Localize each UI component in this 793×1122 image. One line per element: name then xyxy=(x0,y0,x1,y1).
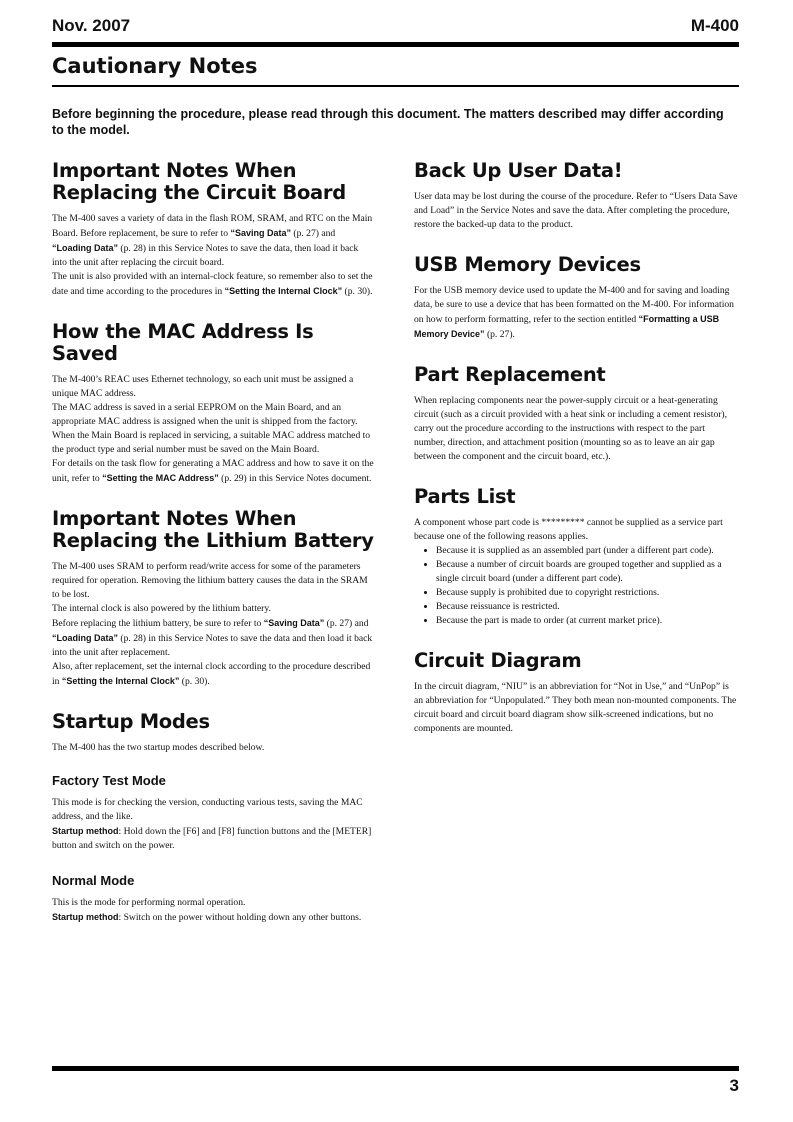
backup-paragraph-1: User data may be lost during the course of the procedure. Refer to “Users Data Save and Load” in the Service Notes and save the data. After completing the procedure, restore the backed-up data to the product. xyxy=(414,191,738,230)
list-item: • Because supply is prohibited due to copyright restrictions. xyxy=(436,586,738,600)
factory-mode-heading: Factory Test Mode xyxy=(52,773,166,788)
battery-paragraph-3 xyxy=(52,616,374,660)
ref-saving-data: “Saving Data” xyxy=(263,618,325,628)
factory-mode-paragraph-1: This mode is for checking the version, conducting various tests, saving the MAC address, and the like. xyxy=(52,797,363,822)
mac-heading: How the MAC Address Is Saved xyxy=(52,320,314,365)
battery-paragraph-1: The M-400 uses SRAM to perform read/write access for some of the parameters required for operation. Removing the lithium battery causes the data in the SRAM to be lost. xyxy=(52,561,368,600)
ref-formatting-usb: “Formatting a USB Memory Device” xyxy=(414,314,720,339)
text: : Switch on the power without holding down any other buttons. xyxy=(118,912,362,923)
startup-method-label: Startup method xyxy=(52,826,119,836)
intro-text: Before beginning the procedure, please read through this document. The matters described may differ according to the model. xyxy=(52,107,724,137)
ref-setting-clock: “Setting the Internal Clock” xyxy=(61,676,180,686)
mac-paragraph-2: The MAC address is saved in a serial EEPROM on the Main Board, and an appropriate MAC address is assigned when the unit is shipped from the factory. xyxy=(52,402,358,427)
parts-list-heading: Parts List xyxy=(414,485,516,508)
right-column xyxy=(414,160,738,736)
normal-mode-paragraph-1: This is the mode for performing normal operation. xyxy=(52,897,246,908)
circuit-diagram-heading: Circuit Diagram xyxy=(414,649,582,672)
left-column xyxy=(52,160,374,925)
header-rule xyxy=(52,42,739,47)
list-item: • Because reissuance is restricted. xyxy=(436,600,738,614)
startup-heading: Startup Modes xyxy=(52,710,210,733)
list-item: • Because it is supplied as an assembled part (under a different part code). xyxy=(436,544,738,558)
page-title: Cautionary Notes xyxy=(52,54,258,78)
title-rule xyxy=(52,85,739,87)
normal-mode-heading: Normal Mode xyxy=(52,873,135,888)
section-mac-address xyxy=(52,321,374,486)
battery-heading: Important Notes When Replacing the Lithium Battery xyxy=(52,507,374,552)
header-date: Nov. 2007 xyxy=(52,16,131,35)
text: (p. 28) in this Service Notes to save the data and then load it back into the unit after replacement. xyxy=(52,633,373,658)
ref-setting-clock: “Setting the Internal Clock” xyxy=(224,286,343,296)
text: (p. 30). xyxy=(342,286,373,297)
text: (p. 28) in this Service Notes to save the data, then load it back into the unit after replacing the circuit board. xyxy=(52,243,359,268)
text: (p. 27) and xyxy=(324,618,369,629)
mac-paragraph-1: The M-400’s REAC uses Ethernet technology, so each unit must be assigned a unique MAC address. xyxy=(52,374,354,399)
usb-paragraph-1 xyxy=(414,284,738,342)
ref-loading-data: “Loading Data” xyxy=(52,633,119,643)
circuit-board-paragraph-1 xyxy=(52,212,374,270)
circuit-diagram-paragraph-1: In the circuit diagram, “NIU” is an abbreviation for “Not in Use,” and “UnPop” is an abbreviation for “Unpopulated.” They both mean non-mounted components. The circuit board and circuit board diagram show silk-screened indications, but no components are mounted. xyxy=(414,681,737,734)
section-part-replacement xyxy=(414,364,738,464)
section-circuit-board xyxy=(52,160,374,299)
startup-paragraph-1: The M-400 has the two startup modes described below. xyxy=(52,742,265,753)
part-replacement-paragraph-1: When replacing components near the power-supply circuit or a heat-generating circuit (such as a circuit provided with a heat sink or including a cement resistor), carry out the procedure according to the instructions with respect to the part number, direction, and attachment position (mounting so as to leave an air gap between the component and the circuit board, etc.). xyxy=(414,395,728,462)
ref-saving-data: “Saving Data” xyxy=(230,228,291,238)
ref-loading-data: “Loading Data” xyxy=(52,243,119,253)
list-item: • Because a number of circuit boards are grouped together and supplied as a single circuit board (under a different part code). xyxy=(436,558,738,586)
battery-paragraph-4 xyxy=(52,660,374,689)
factory-test-mode xyxy=(52,773,374,853)
factory-mode-paragraph-2 xyxy=(52,824,374,853)
normal-mode xyxy=(52,873,374,925)
section-circuit-diagram xyxy=(414,650,738,736)
circuit-board-heading: Important Notes When Replacing the Circuit Board xyxy=(52,159,346,204)
text: (p. 27). xyxy=(484,329,515,340)
text: The unit is also provided with an internal-clock feature, so remember also to set the date and time according to the procedures in xyxy=(52,271,373,297)
text: (p. 30). xyxy=(179,676,210,687)
text: (p. 29) in this Service Notes document. xyxy=(218,473,372,484)
section-parts-list xyxy=(414,486,738,628)
text: Also, after replacement, set the internal clock according to the procedure described in xyxy=(52,661,371,687)
footer-rule xyxy=(52,1066,739,1071)
ref-setting-mac: “Setting the MAC Address” xyxy=(102,473,219,483)
page-number: 3 xyxy=(729,1076,739,1095)
part-replacement-heading: Part Replacement xyxy=(414,363,606,386)
text: For details on the task flow for generating a MAC address and how to save it on the unit, refer to xyxy=(52,458,374,484)
startup-method-label: Startup method xyxy=(52,912,119,922)
battery-paragraph-2: The internal clock is also powered by the lithium battery. xyxy=(52,603,271,614)
mac-paragraph-3: When the Main Board is replaced in servicing, a suitable MAC address matched to the product type and serial number must be saved on the Main Board. xyxy=(52,430,371,455)
list-item: • Because the part is made to order (at current market price). xyxy=(436,614,738,628)
backup-heading: Back Up User Data! xyxy=(414,159,623,182)
normal-mode-paragraph-2 xyxy=(52,910,374,925)
text: Before replacing the lithium battery, be sure to refer to xyxy=(52,618,264,629)
mac-paragraph-4 xyxy=(52,457,374,486)
section-backup xyxy=(414,160,738,232)
text: : Hold down the [F6] and [F8] function buttons and the [METER] button and switch on the power. xyxy=(52,826,372,851)
circuit-board-paragraph-2 xyxy=(52,270,374,299)
text: (p. 27) and xyxy=(291,228,336,239)
parts-list-reasons xyxy=(414,544,738,628)
text: For the USB memory device used to update the M-400 and for saving and loading data, be sure to use a device that has been formatted on the M-400. For information on how to perform formatting, refer to the section entitled xyxy=(414,285,734,325)
usb-heading: USB Memory Devices xyxy=(414,253,641,276)
text: The M-400 saves a variety of data in the flash ROM, SRAM, and RTC on the Main Board. Before replacement, be sure to refer to xyxy=(52,213,373,239)
section-lithium-battery xyxy=(52,508,374,689)
section-startup-modes xyxy=(52,711,374,925)
section-usb xyxy=(414,254,738,342)
parts-list-paragraph-1: A component whose part code is ********* cannot be supplied as a service part because one of the following reasons applies. xyxy=(414,517,723,542)
header-model: M-400 xyxy=(690,16,739,35)
